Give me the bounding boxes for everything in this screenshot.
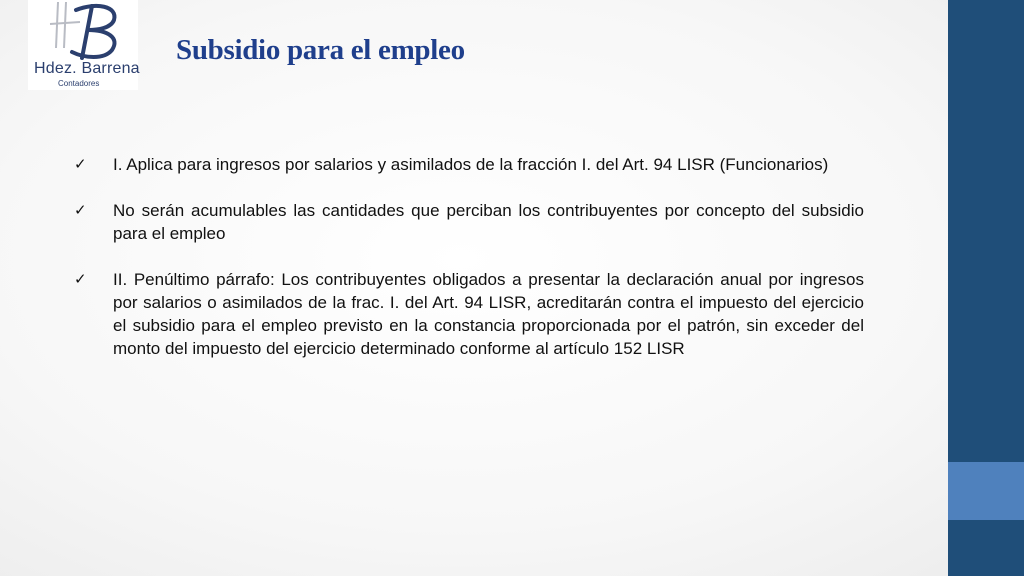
logo-name: Hdez. Barrena — [34, 60, 140, 77]
bullet-list — [74, 153, 864, 383]
page-title: Subsidio para el empleo — [176, 34, 465, 66]
right-band-accent — [948, 462, 1024, 520]
bullet-text: II. Penúltimo párrafo: Los contribuyentes obligados a presentar la declaración anual por ingresos por salarios o asimilados de la frac. I. del Art. 94 LISR, acreditarán contra el impuesto del ejercicio el subsidio para el empleo previsto en la constancia proporcionada por el patrón, sin exceder del monto del impuesto del ejercicio determinado conforme al artículo 152 LISR — [113, 270, 864, 358]
bullet-text: I. Aplica para ingresos por salarios y asimilados de la fracción I. del Art. 94 LISR (Funcionarios) — [113, 155, 829, 174]
bullet-text: No serán acumulables las cantidades que perciban los contribuyentes por concepto del subsidio para el empleo — [113, 201, 864, 243]
check-icon: ✓ — [74, 270, 87, 288]
check-icon: ✓ — [74, 201, 87, 219]
logo-mark-icon — [36, 0, 136, 62]
bullet-item — [74, 199, 864, 245]
bullet-item — [74, 153, 864, 176]
logo-subtitle: Contadores — [58, 79, 100, 88]
bullet-item — [74, 268, 864, 360]
check-icon: ✓ — [74, 155, 87, 173]
